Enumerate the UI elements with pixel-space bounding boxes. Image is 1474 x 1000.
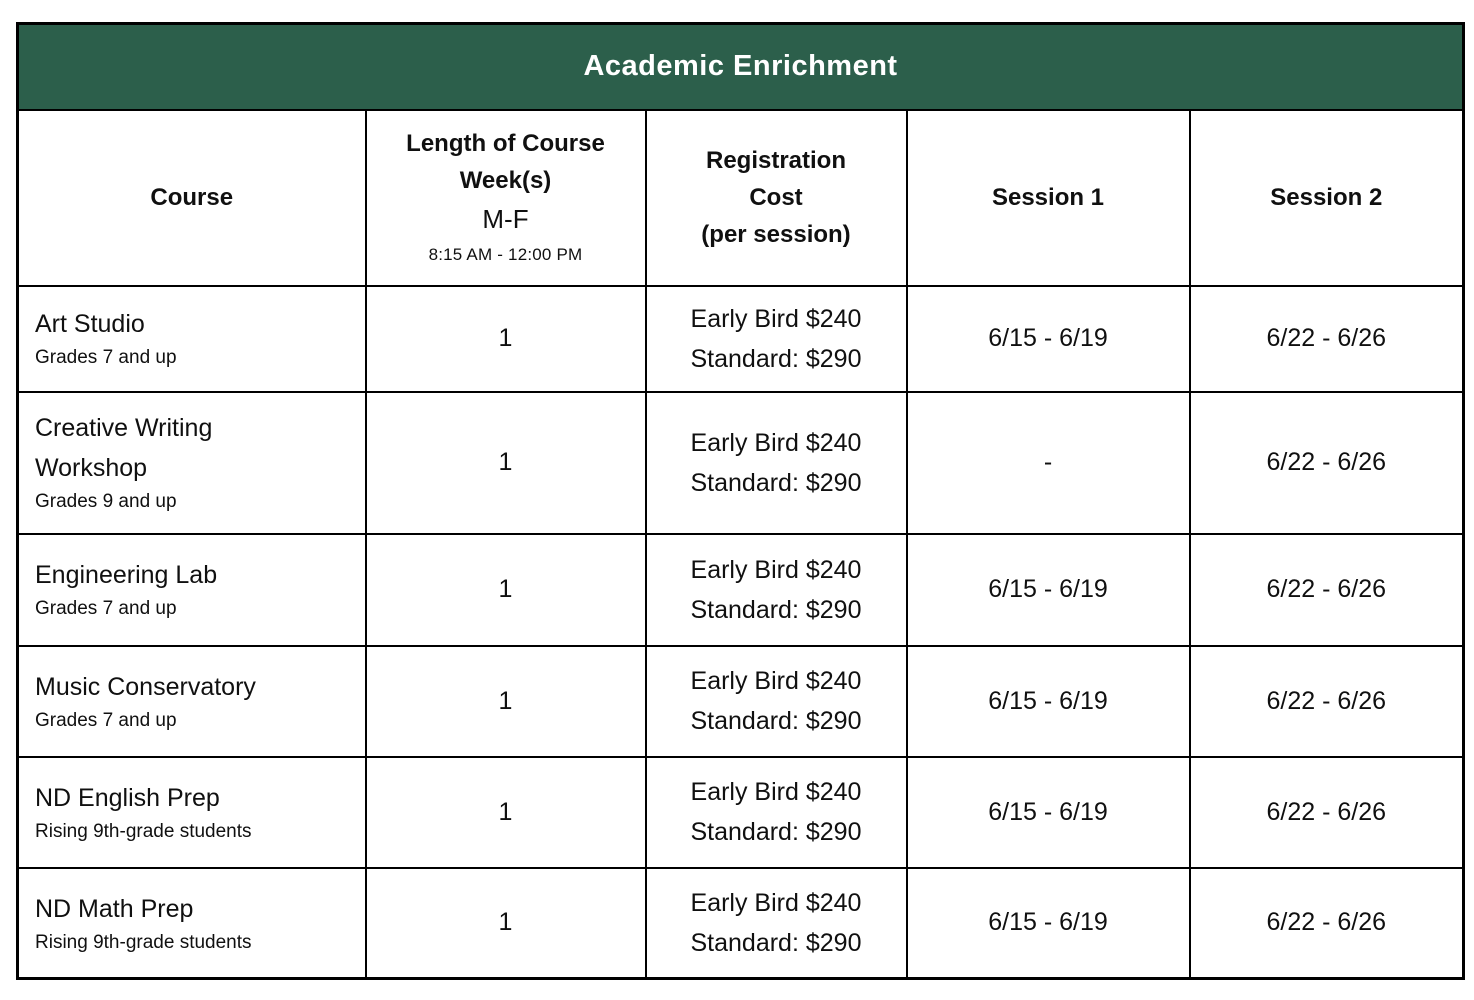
table-row-creative-writing [18, 392, 1464, 534]
course-audience: Rising 9th-grade students [35, 820, 252, 842]
session1-cell: 6/15 - 6/19 [907, 646, 1190, 757]
session1-cell: - [907, 392, 1190, 534]
cost-early-bird: Early Bird $240 [690, 428, 862, 457]
table-row-nd-english-prep [18, 757, 1464, 868]
cost-cell [646, 868, 907, 979]
course-name: Creative Writing Workshop [35, 414, 213, 483]
col-header-course [18, 110, 366, 286]
table-row-engineering-lab [18, 534, 1464, 646]
cost-early-bird: Early Bird $240 [690, 667, 862, 695]
session2-cell: 6/22 - 6/26 [1190, 868, 1464, 979]
course-cell [18, 757, 366, 868]
col-header-cost-line1: Registration [705, 146, 846, 174]
cost-standard: Standard: $290 [690, 468, 862, 497]
cost-cell [646, 534, 907, 646]
course-audience: Grades 7 and up [35, 347, 177, 369]
col-header-session2 [1190, 110, 1464, 286]
weeks-cell: 1 [366, 646, 646, 757]
table-row-music-conservatory [18, 646, 1464, 757]
col-header-length-days: M-F [482, 204, 529, 235]
weeks-cell: 1 [366, 534, 646, 646]
session2-cell: 6/22 - 6/26 [1190, 757, 1464, 868]
course-cell [18, 286, 366, 392]
course-name: Engineering Lab [35, 561, 218, 590]
course-name: ND English Prep [35, 783, 220, 812]
cost-early-bird: Early Bird $240 [690, 304, 862, 333]
course-cell [18, 868, 366, 979]
session1-cell: 6/15 - 6/19 [907, 286, 1190, 392]
cost-cell [646, 757, 907, 868]
cost-standard: Standard: $290 [690, 928, 862, 957]
weeks-cell: 1 [366, 286, 646, 392]
session2-cell: 6/22 - 6/26 [1190, 392, 1464, 534]
course-name: Art Studio [35, 310, 145, 339]
course-name: Music Conservatory [35, 672, 256, 701]
cost-early-bird: Early Bird $240 [690, 555, 862, 584]
cost-cell [646, 286, 907, 392]
course-cell [18, 534, 366, 646]
col-header-session2-label: Session 2 [1270, 183, 1383, 211]
col-header-session1-label: Session 1 [991, 183, 1105, 211]
cost-cell [646, 646, 907, 757]
academic-enrichment-table [16, 22, 1465, 980]
col-header-length-line1: Length of Course [406, 129, 605, 157]
course-audience: Rising 9th-grade students [35, 931, 252, 953]
cost-early-bird: Early Bird $240 [690, 778, 862, 806]
weeks-cell: 1 [366, 868, 646, 979]
col-header-cost-line2: Cost [749, 183, 803, 211]
col-header-cost-line3: (per session) [701, 221, 851, 249]
col-header-length-line2: Week(s) [459, 167, 552, 195]
weeks-cell: 1 [366, 392, 646, 534]
course-cell [18, 646, 366, 757]
title-band-row [18, 24, 1464, 110]
table-row-nd-math-prep [18, 868, 1464, 979]
col-header-session1 [907, 110, 1190, 286]
course-name: ND Math Prep [35, 894, 194, 923]
col-header-length-time: 8:15 AM - 12:00 PM [428, 244, 583, 264]
session1-cell: 6/15 - 6/19 [907, 868, 1190, 979]
weeks-cell: 1 [366, 757, 646, 868]
table-row-art-studio [18, 286, 1464, 392]
cost-standard: Standard: $290 [690, 818, 862, 846]
column-header-row [18, 110, 1464, 286]
course-audience: Grades 9 and up [35, 491, 177, 513]
cost-early-bird: Early Bird $240 [690, 888, 862, 917]
col-header-length [366, 110, 646, 286]
cost-standard: Standard: $290 [690, 595, 862, 624]
col-header-course-label: Course [150, 183, 234, 211]
cost-cell [646, 392, 907, 534]
course-audience: Grades 7 and up [35, 598, 177, 620]
session1-cell: 6/15 - 6/19 [907, 757, 1190, 868]
cost-standard: Standard: $290 [690, 344, 862, 373]
cost-standard: Standard: $290 [690, 707, 862, 735]
course-audience: Grades 7 and up [35, 709, 177, 731]
col-header-cost [646, 110, 907, 286]
title-band [18, 24, 1464, 110]
session2-cell: 6/22 - 6/26 [1190, 534, 1464, 646]
session2-cell: 6/22 - 6/26 [1190, 286, 1464, 392]
session2-cell: 6/22 - 6/26 [1190, 646, 1464, 757]
table-title: Academic Enrichment [583, 50, 898, 83]
session1-cell: 6/15 - 6/19 [907, 534, 1190, 646]
course-cell [18, 392, 366, 534]
